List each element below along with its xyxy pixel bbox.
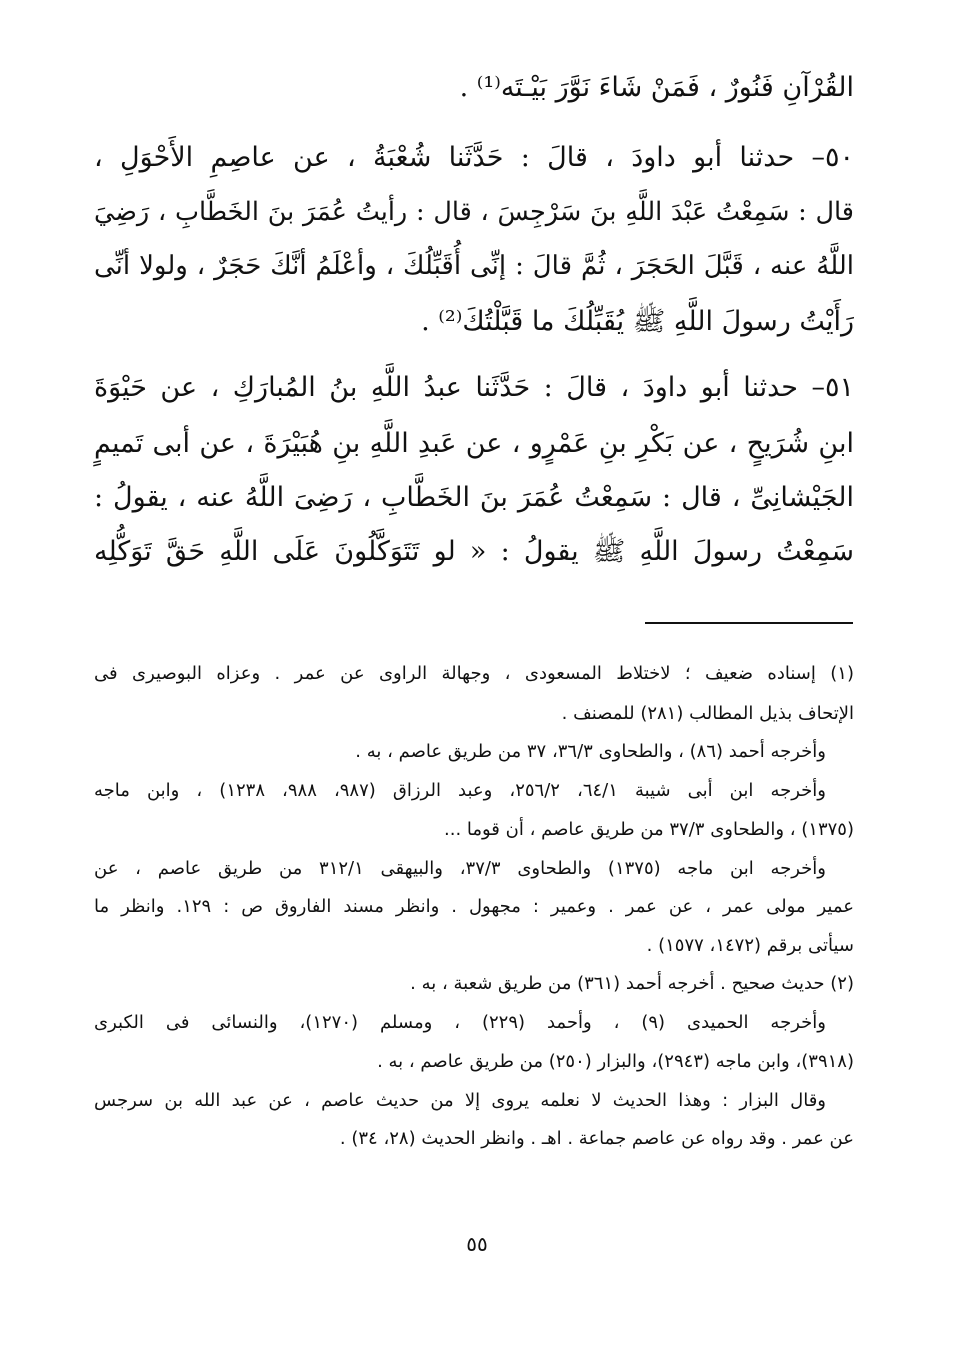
hadith-51-line-4: سَمِعْتُ رسولَ اللَّهِ ﷺ يقولُ : « لو تَتَوَكَّلُونَ عَلَى اللَّهِ حَقَّ تَوَكُّلِه <box>94 536 854 567</box>
footnote-divider <box>645 622 853 624</box>
text-line-1: القُرْآنِ فَنُورٌ ، فَمَنْ شَاءَ نَوَّرَ بَيْـتَه⁽¹⁾ . <box>459 72 854 103</box>
footnote-line: (١٣٧٥) ، والطحاوى ٣٧/٣ من طريق عاصم ، أن قوما ... <box>444 819 854 840</box>
hadith-50-line-4: رَأَيْتُ رسولَ اللَّهِ ﷺ يُقَبِّلُكَ ما قَبَّلْتُكَ⁽²⁾ . <box>421 306 854 337</box>
footnote-line: وأخرجه ابن أبى شيبة ٦٤/١، ٢٥٦/٢، وعبد الرزاق (٩٨٧، ٩٨٨، ١٢٣٨) ، وابن ماجه <box>94 780 826 801</box>
footnote-line: وقال البزار : وهذا الحديث لا نعلمه يروى إلا من حديث عاصم ، عن عبد الله بن سرجس <box>94 1090 826 1111</box>
footnote-line: وأخرجه ابن ماجه (١٣٧٥) والطحاوى ٣٧/٣، والبيهقى ٣١٢/١ من طريق عاصم ، عن <box>94 858 826 879</box>
footnote-line: (٣٩١٨)، وابن ماجه (٢٩٤٣)، والبزار (٢٥٠) من طريق عاصم ، به . <box>377 1051 854 1072</box>
hadith-50-line-3: اللَّهُ عنه ، قَبَّلَ الحَجَرَ ، ثُمَّ قالَ : إنِّى أُقَبِّلُكَ ، وأعْلَمُ أنَّكَ حَجَرٌ ، ولولا أنِّى <box>94 251 854 281</box>
hadith-51-line-3: الجَيْشانِىِّ ، قال : سَمِعْتُ عُمَرَ بنَ الخَطَّابِ ، رَضِىَ اللَّهُ عنه ، يقولُ : <box>94 482 854 513</box>
hadith-51-line-2: ابنِ شُرَيحٍ ، عن بَكْرِ بنِ عَمْرٍو ، عن عَبدِ اللَّهِ بنِ هُبَيْرَةَ ، عن أبى تَميمٍ <box>94 428 854 459</box>
footnote-line: وأخرجه الحميدى (٩) ، وأحمد (٢٢٩) ، ومسلم (١٢٧٠)، والنسائى فى الكبرى <box>94 1012 826 1033</box>
footnote-line: (١) إسناده ضعيف ؛ لاختلاط المسعودى ، وجهالة الراوى عن عمر . وعزاه البوصيرى فى <box>94 663 854 684</box>
hadith-51-line-1: ٥١– حدثنا أبو داودَ ، قالَ : حَدَّثَنا عبدُ اللَّهِ بنُ المُبارَكِ ، عن حَيْوَةَ <box>94 372 854 403</box>
footnote-line: الإتحاف بذيل المطالب (٢٨١) للمصنف . <box>561 703 854 724</box>
footnote-line: عن عمر . وقد رواه عن عاصم جماعة . اهـ . وانظر الحديث (٢٨، ٣٤) . <box>339 1128 854 1149</box>
footnote-line: (٢) حديث صحيح . أخرجه أحمد (٣٦١) من طريق شعبة ، به . <box>410 973 854 994</box>
footnote-line: عمير مولى عمر ، عن عمر . وعمير : مجهول . وانظر مسند الفاروق ص : ١٢٩. وانظر ما <box>94 896 854 917</box>
footnote-line: وأخرجه أحمد (٨٦) ، والطحاوى ٣٦/٣، ٣٧ من طريق عاصم ، به . <box>355 741 826 762</box>
page-number: ٥٥ <box>466 1232 488 1256</box>
hadith-50-line-1: ٥٠– حدثنا أبو داودَ ، قالَ : حَدَّثَنا شُعْبَةُ ، عن عاصِمِ الأَحْوَلِ ، <box>94 142 854 173</box>
hadith-50-line-2: قال : سَمِعْتُ عَبْدَ اللَّهِ بنَ سَرْجِسَ ، قال : رأيتُ عُمَرَ بنَ الخَطَّابِ ، رَضِيَ <box>94 197 854 227</box>
footnote-line: سيأتى برقم (١٤٧٢، ١٥٧٧) . <box>646 935 854 956</box>
